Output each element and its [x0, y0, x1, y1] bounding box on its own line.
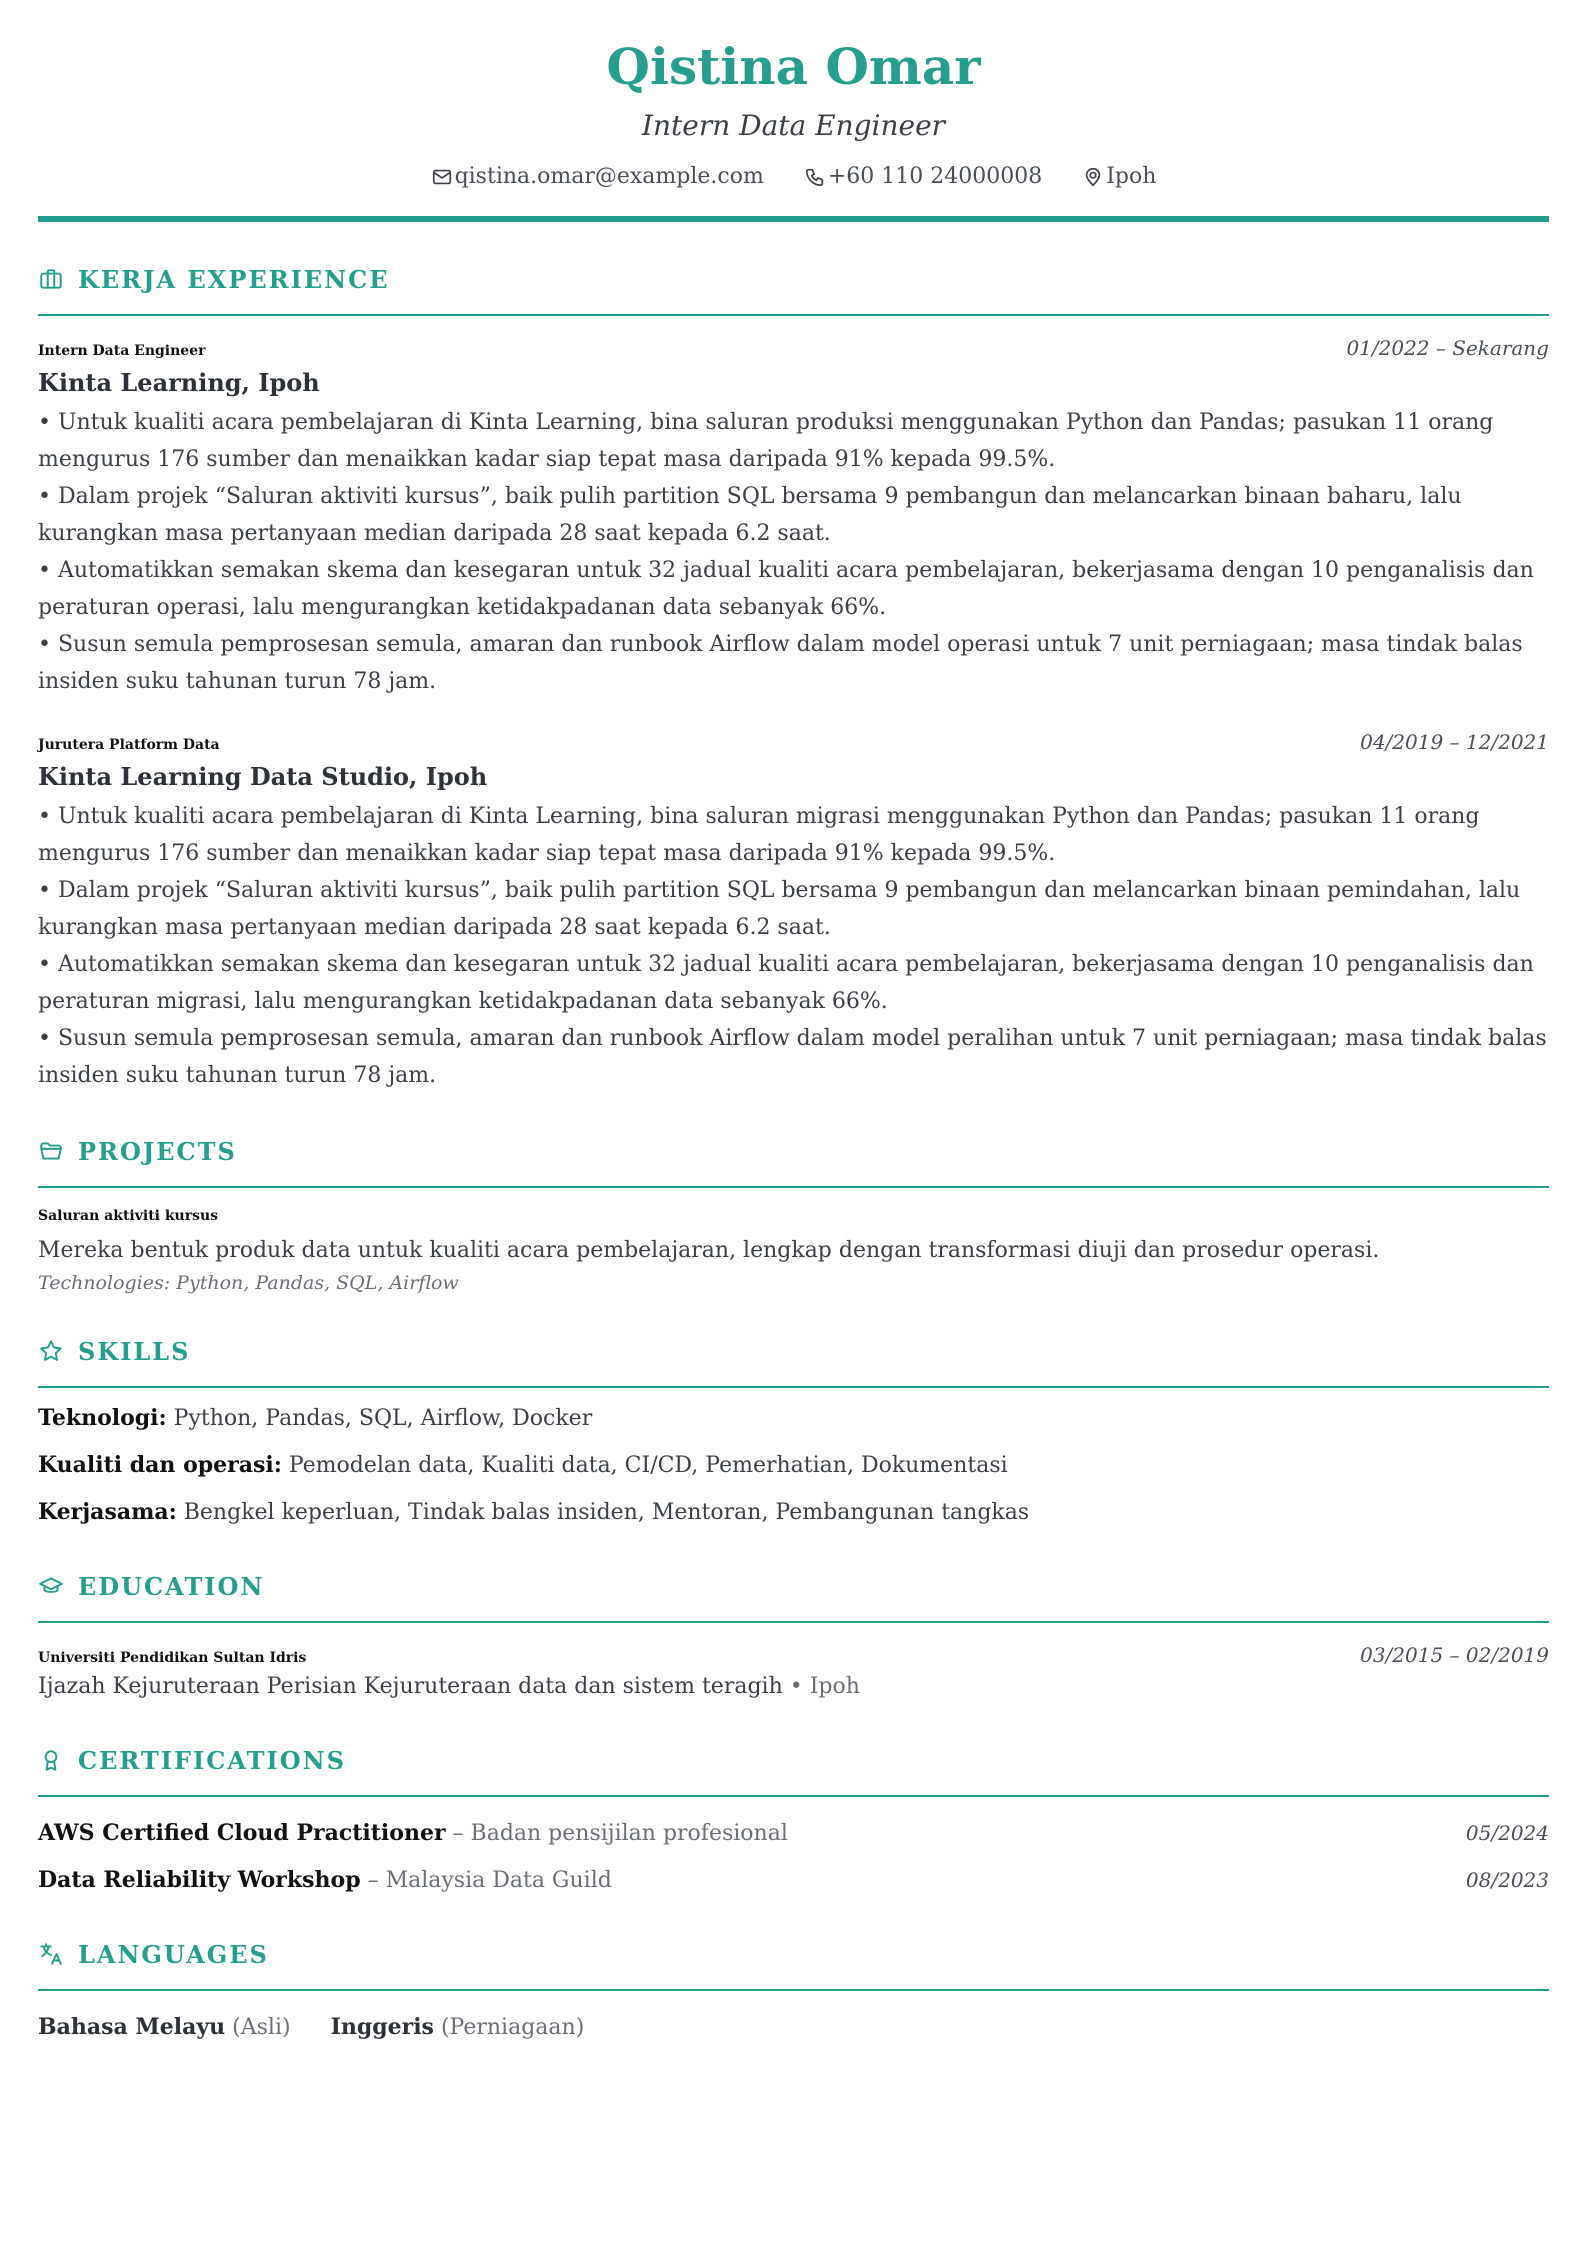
location-text: Ipoh — [1106, 164, 1157, 189]
award-icon — [38, 1747, 64, 1773]
skill-group — [38, 1449, 1549, 1482]
job-bullets — [38, 404, 1549, 700]
certification-date: 05/2024 — [1465, 1821, 1549, 1845]
skill-label: Teknologi: — [38, 1405, 167, 1431]
map-pin-icon — [1082, 166, 1104, 188]
translate-icon — [38, 1941, 64, 1967]
section-divider — [38, 1386, 1549, 1388]
job-bullet: • Dalam projek “Saluran aktiviti kursus”, baik pulih partition SQL bersama 9 pembangun dan melancarkan binaan baharu, lalu kurangkan masa pertanyaan median daripada 28 saat kepada 6.2 saat. — [38, 484, 1462, 546]
education-degree-line — [38, 1671, 1549, 1703]
job-bullet: • Automatikkan semakan skema dan kesegaran untuk 32 jadual kualiti acara pembelajaran, bekerjasama dengan 10 penganalisis dan peraturan migrasi, lalu mengurangkan ketidakpadanan data sebanyak 66%. — [38, 952, 1534, 1014]
candidate-title: Intern Data Engineer — [641, 109, 946, 142]
skills-section — [38, 1334, 1549, 1529]
section-title: KERJA EXPERIENCE — [78, 264, 390, 294]
section-divider — [38, 1621, 1549, 1623]
section-divider — [38, 1989, 1549, 1991]
job-bullet: • Untuk kualiti acara pembelajaran di Kinta Learning, bina saluran migrasi menggunakan Python dan Pandas; pasukan 11 orang mengurus 176 sumber dan menaikkan kadar siap tepat masa daripada 91% kepada 99.5%. — [38, 804, 1480, 866]
job-bullet: • Untuk kualiti acara pembelajaran di Kinta Learning, bina saluran produksi menggunakan Python dan Pandas; pasukan 11 orang mengurus 176 sumber dan menaikkan kadar siap tepat masa daripada 91% kepada 99.5%. — [38, 410, 1494, 472]
skill-values: Bengkel keperluan, Tindak balas insiden, Mentoran, Pembangunan tangkas — [183, 1500, 1030, 1525]
project-technologies: Technologies: Python, Pandas, SQL, Airflow — [38, 1272, 459, 1294]
language-level: (Perniagaan) — [440, 2015, 585, 2040]
skill-label: Kualiti dan operasi: — [38, 1452, 282, 1478]
education-dates: 03/2015 – 02/2019 — [1360, 1643, 1549, 1667]
section-title: SKILLS — [78, 1336, 191, 1366]
section-heading — [38, 1937, 1549, 1971]
certification-date: 08/2023 — [1465, 1868, 1549, 1892]
skill-label: Kerjasama: — [38, 1499, 177, 1525]
contact-phone[interactable] — [804, 162, 1042, 192]
project-title: Saluran aktiviti kursus — [38, 1208, 219, 1224]
job-bullet: • Susun semula pemprosesan semula, amaran dan runbook Airflow dalam model peralihan untuk 7 unit perniagaan; masa tindak balas insiden suku tahunan turun 78 jam. — [38, 1026, 1547, 1088]
star-icon — [38, 1338, 64, 1364]
education-location: • Ipoh — [789, 1674, 860, 1699]
skill-values: Python, Pandas, SQL, Airflow, Docker — [173, 1406, 593, 1431]
contact-email[interactable] — [431, 162, 764, 192]
job-bullets — [38, 798, 1549, 1094]
language-item — [331, 2011, 585, 2044]
section-heading — [38, 1743, 1549, 1777]
phone-icon — [804, 166, 826, 188]
section-title: PROJECTS — [78, 1136, 237, 1166]
skill-values: Pemodelan data, Kualiti data, CI/CD, Pemerhatian, Dokumentasi — [288, 1453, 1008, 1478]
language-level: (Asli) — [232, 2015, 291, 2040]
certifications-section — [38, 1743, 1549, 1897]
education-entry — [38, 1643, 1549, 1703]
certification-name: AWS Certified Cloud Practitioner — [38, 1820, 446, 1846]
project-description: Mereka bentuk produk data untuk kualiti acara pembelajaran, lengkap dengan transformasi diuji dan prosedur operasi. — [38, 1238, 1380, 1263]
language-name: Inggeris — [330, 2014, 434, 2040]
skill-group — [38, 1496, 1549, 1529]
education-section — [38, 1569, 1549, 1703]
phone-text: +60 110 24000008 — [827, 164, 1043, 189]
job-company: Kinta Learning Data Studio, Ipoh — [38, 762, 488, 791]
job-dates: 01/2022 – Sekarang — [1346, 336, 1549, 360]
education-degree: Ijazah Kejuruteraan Perisian Kejuruteraan data dan sistem teragih — [38, 1674, 783, 1699]
section-divider — [38, 1795, 1549, 1797]
job-company: Kinta Learning, Ipoh — [38, 368, 320, 397]
header-divider — [38, 216, 1549, 222]
section-heading — [38, 1334, 1549, 1368]
job-dates: 04/2019 – 12/2021 — [1360, 730, 1549, 754]
graduation-cap-icon — [38, 1573, 64, 1599]
certification-item — [38, 1817, 1549, 1850]
job-bullet: • Susun semula pemprosesan semula, amaran dan runbook Airflow dalam model operasi untuk 7 unit perniagaan; masa tindak balas insiden suku tahunan turun 78 jam. — [38, 632, 1523, 694]
language-name: Bahasa Melayu — [38, 2014, 226, 2040]
section-heading — [38, 262, 1549, 296]
contact-bar — [38, 162, 1549, 192]
job-bullet: • Automatikkan semakan skema dan kesegaran untuk 32 jadual kualiti acara pembelajaran, bekerjasama dengan 10 penganalisis dan peraturan operasi, lalu mengurangkan ketidakpadanan data sebanyak 66%. — [38, 558, 1534, 620]
mail-icon — [431, 166, 453, 188]
section-title: EDUCATION — [78, 1571, 265, 1601]
folder-icon — [38, 1138, 64, 1164]
resume-header — [38, 0, 1549, 222]
section-divider — [38, 1186, 1549, 1188]
certification-item — [38, 1864, 1549, 1897]
section-heading — [38, 1569, 1549, 1603]
job-role: Jurutera Platform Data — [38, 737, 220, 753]
section-heading — [38, 1134, 1549, 1168]
education-institution: Universiti Pendidikan Sultan Idris — [38, 1650, 307, 1666]
certification-name: Data Reliability Workshop — [38, 1867, 361, 1893]
experience-section — [38, 262, 1549, 1094]
briefcase-icon — [38, 266, 64, 292]
contact-location — [1082, 162, 1156, 192]
language-item — [38, 2011, 291, 2044]
skill-group — [38, 1402, 1549, 1435]
language-list — [38, 2011, 1549, 2044]
job-bullet: • Dalam projek “Saluran aktiviti kursus”, baik pulih partition SQL bersama 9 pembangun dan melancarkan binaan pemindahan, lalu kurangkan masa pertanyaan median daripada 28 saat kepada 6.2 saat. — [38, 878, 1521, 940]
section-title: CERTIFICATIONS — [78, 1745, 346, 1775]
languages-section — [38, 1937, 1549, 2044]
certification-issuer: – Malaysia Data Guild — [367, 1868, 612, 1893]
candidate-name: Qistina Omar — [606, 37, 981, 96]
job-entry — [38, 336, 1549, 700]
projects-section — [38, 1134, 1549, 1294]
section-title: LANGUAGES — [78, 1939, 269, 1969]
section-divider — [38, 314, 1549, 316]
job-entry — [38, 730, 1549, 1094]
email-text: qistina.omar@example.com — [454, 164, 764, 189]
certification-issuer: – Badan pensijilan profesional — [452, 1821, 788, 1846]
job-role: Intern Data Engineer — [38, 343, 206, 359]
